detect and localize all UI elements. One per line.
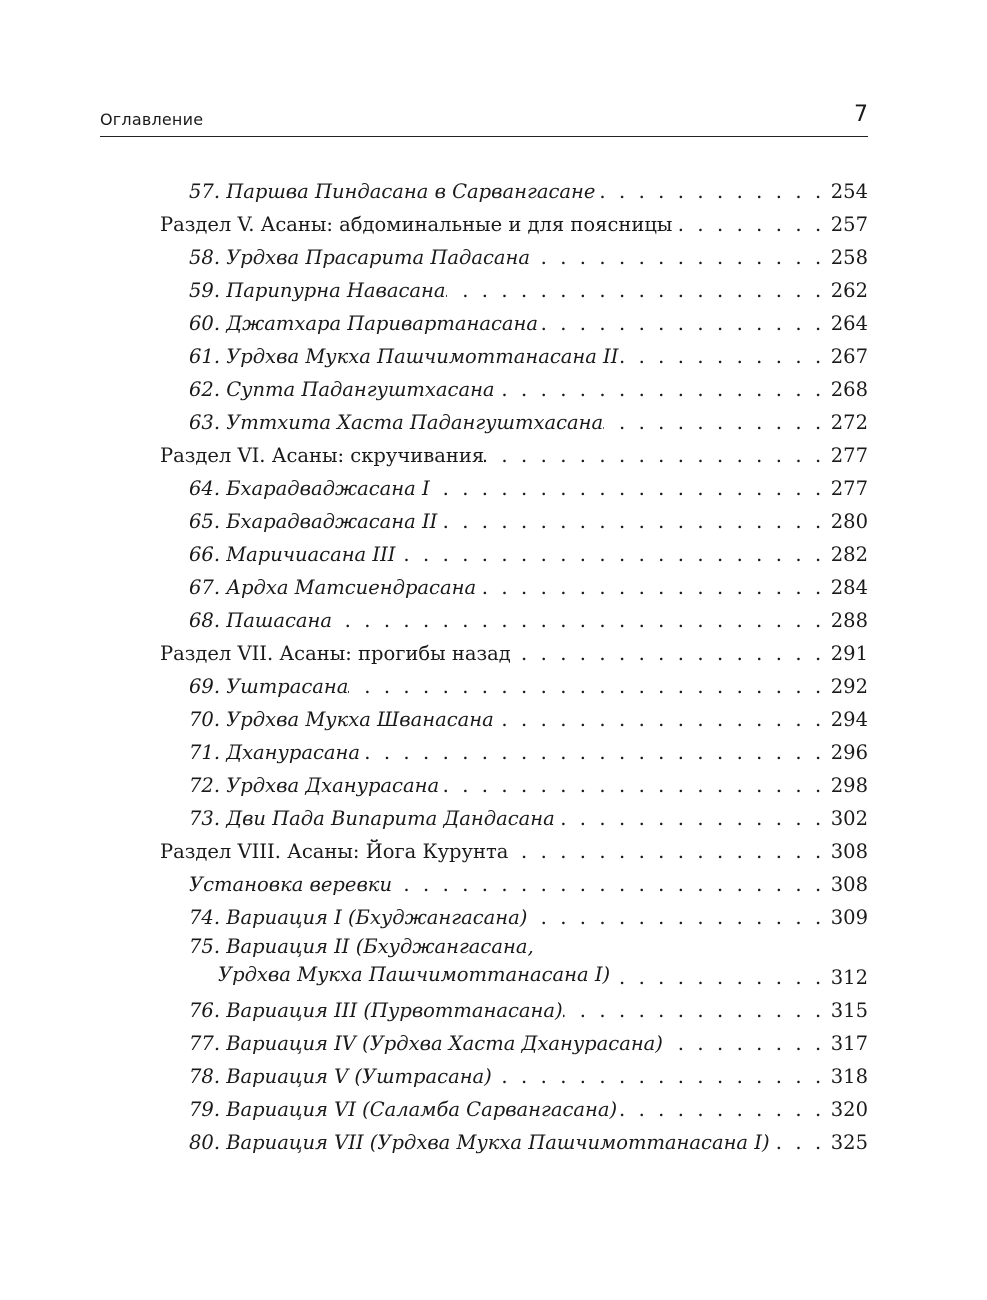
toc-entry-title-line: 61. Урдхва Мукха Пашчимоттанасана II (189, 345, 619, 368)
toc-page-number: 325 (830, 1131, 868, 1154)
toc-section-entry[interactable] (160, 434, 868, 467)
toc-entry-title (160, 477, 430, 500)
toc-entry-title (160, 774, 439, 797)
toc-entry-title (160, 1131, 770, 1154)
toc-entry-title (160, 279, 446, 302)
dot-leader (672, 213, 830, 236)
toc-entry-title (160, 807, 555, 830)
dot-leader (530, 246, 831, 269)
toc-section-entry[interactable] (160, 632, 868, 665)
toc-subentry[interactable] (160, 929, 868, 989)
toc-entry-title (160, 999, 563, 1022)
dot-leader (492, 1065, 831, 1088)
dot-leader (618, 345, 830, 368)
toc-entry-title-line: 80. Вариация VII (Урдхва Мукха Пашчимоттанасана I) (189, 1131, 770, 1154)
toc-subentry[interactable] (160, 170, 868, 203)
toc-subentry[interactable] (160, 566, 868, 599)
toc-entry-title (160, 411, 603, 434)
dot-leader (508, 840, 830, 863)
table-of-contents (160, 170, 868, 1154)
toc-subentry[interactable] (160, 368, 868, 401)
toc-page-number: 296 (830, 741, 868, 764)
toc-entry-title (160, 933, 610, 989)
dot-leader (527, 906, 830, 929)
toc-page-number: 268 (830, 378, 868, 401)
dot-leader (332, 609, 831, 632)
dot-leader (511, 642, 831, 665)
dot-leader (348, 675, 830, 698)
toc-subentry[interactable] (160, 269, 868, 302)
toc-page-number: 298 (830, 774, 868, 797)
toc-entry-title-line: 65. Бхарадваджасана II (189, 510, 438, 533)
toc-entry-title (160, 543, 395, 566)
toc-entry-title (160, 873, 392, 896)
dot-leader (476, 576, 831, 599)
toc-subentry[interactable] (160, 797, 868, 830)
toc-entry-title-line: 77. Вариация IV (Урдхва Хаста Дханурасана) (189, 1032, 663, 1055)
toc-entry-title (160, 840, 508, 863)
toc-entry-title (160, 1065, 492, 1088)
dot-leader (392, 873, 831, 896)
toc-page-number: 284 (830, 576, 868, 599)
toc-entry-title-line: 64. Бхарадваджасана I (189, 477, 430, 500)
toc-entry-title-line: 79. Вариация VI (Саламба Сарвангасана) (189, 1098, 618, 1121)
toc-entry-title (160, 1032, 663, 1055)
dot-leader (770, 1131, 831, 1154)
toc-entry-title-line: 71. Дханурасана (189, 741, 360, 764)
toc-page-number: 317 (830, 1032, 868, 1055)
dot-leader (495, 378, 831, 401)
dot-leader (430, 477, 831, 500)
toc-section-entry[interactable] (160, 203, 868, 236)
running-header (100, 104, 868, 137)
toc-entry-title (160, 609, 332, 632)
toc-entry-title (160, 213, 672, 236)
toc-entry-title (160, 345, 618, 368)
toc-subentry[interactable] (160, 533, 868, 566)
dot-leader (555, 807, 831, 830)
toc-page-number: 302 (830, 807, 868, 830)
dot-leader (439, 774, 831, 797)
toc-entry-title-line: Раздел V. Асаны: абдоминальные и для поясницы (160, 213, 673, 236)
dot-leader (563, 999, 831, 1022)
dot-leader (663, 1032, 831, 1055)
toc-entry-title-line: 76. Вариация III (Пурвоттанасана) (189, 999, 563, 1022)
toc-subentry[interactable] (160, 665, 868, 698)
toc-entry-title (160, 642, 511, 665)
toc-entry-title (160, 246, 530, 269)
toc-page-number: 280 (830, 510, 868, 533)
toc-entry-title-line: 63. Уттхита Хаста Падангуштхасана (189, 411, 604, 434)
toc-page-number: 254 (830, 180, 868, 203)
toc-subentry[interactable] (160, 401, 868, 434)
dot-leader (610, 966, 831, 989)
toc-page-number: 294 (830, 708, 868, 731)
toc-page-number: 258 (830, 246, 868, 269)
dot-leader (437, 510, 830, 533)
toc-entry-title (160, 708, 494, 731)
header-title: Оглавление (100, 110, 204, 129)
toc-entry-title-line: 62. Супта Падангуштхасана (189, 378, 495, 401)
toc-page-number: 291 (830, 642, 868, 665)
toc-entry-title (160, 1098, 617, 1121)
toc-page-number: 312 (830, 966, 868, 989)
dot-leader (595, 180, 830, 203)
toc-subentry[interactable] (160, 500, 868, 533)
toc-subentry[interactable] (160, 731, 868, 764)
toc-subentry[interactable] (160, 698, 868, 731)
toc-subentry[interactable] (160, 896, 868, 929)
toc-page-number: 277 (830, 444, 868, 467)
toc-subentry[interactable] (160, 863, 868, 896)
toc-entry-title-line: 70. Урдхва Мукха Шванасана (189, 708, 494, 731)
toc-entry-title-line: 57. Паршва Пиндасана в Сарвангасане (189, 180, 596, 203)
toc-entry-title (160, 510, 437, 533)
dot-leader (395, 543, 830, 566)
toc-entry-title-continuation: Урдхва Мукха Пашчимоттанасана I) (218, 963, 611, 986)
toc-entry-title (160, 906, 527, 929)
toc-page-number: 318 (830, 1065, 868, 1088)
toc-subentry[interactable] (160, 1022, 868, 1055)
toc-page-number: 267 (830, 345, 868, 368)
toc-page-number: 277 (830, 477, 868, 500)
toc-page-number: 264 (830, 312, 868, 335)
toc-page-number: 292 (830, 675, 868, 698)
toc-entry-title (160, 444, 484, 467)
toc-page-number: 282 (830, 543, 868, 566)
toc-entry-title (160, 675, 348, 698)
dot-leader (360, 741, 831, 764)
dot-leader (538, 312, 831, 335)
toc-entry-title-line: 58. Урдхва Прасарита Падасана (189, 246, 530, 269)
header-page-number: 7 (854, 102, 868, 127)
toc-entry-title-line: 68. Пашасана (189, 609, 332, 632)
toc-page-number: 320 (830, 1098, 868, 1121)
toc-entry-title-line: 60. Джатхара Паривартанасана (189, 312, 539, 335)
toc-subentry[interactable] (160, 1088, 868, 1121)
toc-page-number: 308 (830, 840, 868, 863)
toc-entry-title (160, 312, 538, 335)
toc-entry-title (160, 180, 595, 203)
toc-section-entry[interactable] (160, 830, 868, 863)
toc-entry-title-line: Раздел VI. Асаны: скручивания (160, 444, 485, 467)
toc-subentry[interactable] (160, 335, 868, 368)
toc-subentry[interactable] (160, 467, 868, 500)
toc-entry-title-line: 78. Вариация V (Уштрасана) (189, 1065, 492, 1088)
dot-leader (494, 708, 831, 731)
toc-subentry[interactable] (160, 989, 868, 1022)
toc-page-number: 288 (830, 609, 868, 632)
toc-entry-title-line: 73. Дви Пада Випарита Дандасана (189, 807, 555, 830)
toc-subentry[interactable] (160, 1121, 868, 1154)
dot-leader (446, 279, 831, 302)
toc-entry-title-line: 67. Ардха Матсиендрасана (189, 576, 477, 599)
toc-entry-title-line: 59. Парипурна Навасана (189, 279, 446, 302)
toc-page-number: 272 (830, 411, 868, 434)
toc-entry-title (160, 378, 495, 401)
toc-entry-title-line: Раздел VII. Асаны: прогибы назад (160, 642, 511, 665)
toc-entry-title (160, 576, 476, 599)
toc-subentry[interactable] (160, 302, 868, 335)
toc-entry-title-line: 69. Уштрасана (189, 675, 349, 698)
toc-entry-title-line: Раздел VIII. Асаны: Йога Курунта (160, 840, 509, 863)
toc-page-number: 308 (830, 873, 868, 896)
dot-leader (617, 1098, 831, 1121)
toc-page-number: 315 (830, 999, 868, 1022)
toc-subentry[interactable] (160, 236, 868, 269)
toc-entry-title-line: 72. Урдхва Дханурасана (189, 774, 440, 797)
toc-page-number: 257 (830, 213, 868, 236)
toc-page-number: 262 (830, 279, 868, 302)
toc-subentry[interactable] (160, 599, 868, 632)
toc-entry-title (160, 741, 360, 764)
toc-subentry[interactable] (160, 1055, 868, 1088)
toc-entry-title-line: 66. Маричиасана III (189, 543, 396, 566)
toc-entry-title-line: 75. Вариация II (Бхуджангасана, (189, 935, 534, 958)
dot-leader (484, 444, 831, 467)
toc-entry-title-line: Установка веревки (189, 873, 392, 896)
toc-page-number: 309 (830, 906, 868, 929)
toc-entry-title-line: 74. Вариация I (Бхуджангасана) (189, 906, 528, 929)
toc-subentry[interactable] (160, 764, 868, 797)
dot-leader (603, 411, 831, 434)
